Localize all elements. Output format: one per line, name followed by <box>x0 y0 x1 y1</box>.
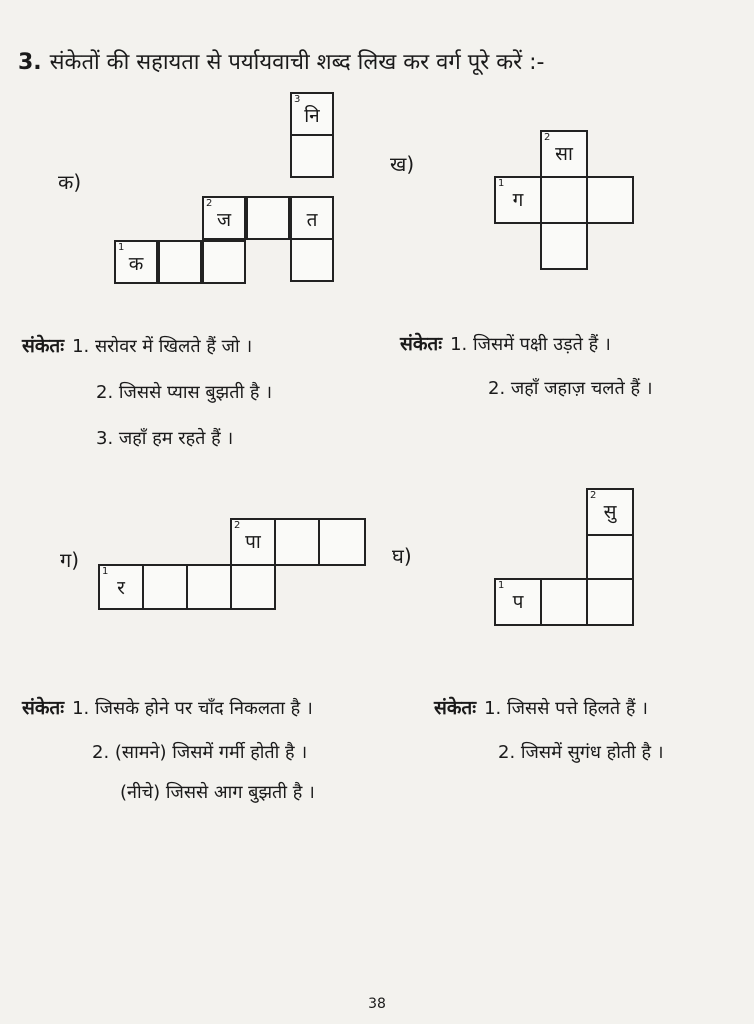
crossword-cell[interactable] <box>586 176 634 224</box>
crossword-cell[interactable] <box>540 176 588 224</box>
puzzle-a-label: क) <box>58 170 82 194</box>
clue-text: 2. (सामने) जिसमें गर्मी होती है । <box>92 742 308 763</box>
given-letter: नि <box>304 105 320 127</box>
given-letter: सु <box>603 501 617 523</box>
page-number: 38 <box>368 996 386 1012</box>
crossword-cell[interactable] <box>586 488 634 536</box>
clue-text: 1. जिसमें पक्षी उड़ते हैं । <box>450 334 611 355</box>
crossword-cell[interactable] <box>290 134 334 178</box>
clue-text: 2. जिससे प्यास बुझती है । <box>96 382 273 403</box>
clue-text: 2. जिसमें सुगंध होती है । <box>498 742 664 763</box>
crossword-cell[interactable] <box>290 238 334 282</box>
clue-number: 2 <box>234 520 241 531</box>
given-letter: ग <box>512 189 524 211</box>
crossword-cell[interactable] <box>540 130 588 178</box>
clue-number: 1 <box>498 178 505 189</box>
clue-number: 1 <box>102 566 109 577</box>
given-letter: पा <box>245 531 261 553</box>
clue-number: 2 <box>206 198 213 209</box>
clue-number: 1 <box>118 242 125 253</box>
given-letter: प <box>512 591 524 613</box>
crossword-cell[interactable] <box>202 196 246 240</box>
clue-text: 1. सरोवर में खिलते हैं जो । <box>72 336 253 357</box>
clue-text: 2. जहाँ जहाज़ चलते हैं । <box>488 378 653 399</box>
clue-heading-b-line <box>400 330 611 356</box>
clue-heading-d-line <box>434 694 648 720</box>
crossword-cell[interactable] <box>142 564 188 610</box>
clue-number: 1 <box>498 580 505 591</box>
exercise-title <box>18 46 544 76</box>
clue-heading: संकेतः <box>22 697 65 719</box>
crossword-cell[interactable] <box>98 564 144 610</box>
crossword-cell[interactable] <box>494 176 542 224</box>
crossword-cell[interactable] <box>114 240 158 284</box>
crossword-cell[interactable] <box>202 240 246 284</box>
crossword-cell[interactable] <box>540 578 588 626</box>
given-letter: र <box>117 577 125 599</box>
crossword-cell[interactable] <box>246 196 290 240</box>
clue-heading: संकेतः <box>22 335 65 357</box>
clue-number: 2 <box>590 490 597 501</box>
crossword-cell[interactable] <box>586 534 634 580</box>
given-letter: क <box>128 253 144 275</box>
crossword-cell[interactable] <box>494 578 542 626</box>
crossword-cell[interactable] <box>540 222 588 270</box>
clue-heading-a-line <box>22 332 252 358</box>
clue-text: 1. जिससे पत्ते हिलते हैं । <box>484 698 648 719</box>
crossword-cell[interactable] <box>230 564 276 610</box>
given-letter: त <box>306 209 318 231</box>
crossword-cell[interactable] <box>158 240 202 284</box>
clue-heading: संकेतः <box>434 697 477 719</box>
crossword-cell[interactable] <box>274 518 320 566</box>
given-letter: ज <box>216 209 232 231</box>
exercise-instruction: संकेतों की सहायता से पर्यायवाची शब्द लिख कर वर्ग पूरे करें :- <box>49 50 545 75</box>
puzzle-d-label: घ) <box>392 544 412 568</box>
crossword-cell[interactable] <box>290 196 334 240</box>
crossword-cell[interactable] <box>318 518 366 566</box>
clue-number: 2 <box>544 132 551 143</box>
clue-heading-c-line <box>22 694 313 720</box>
exercise-number: 3. <box>18 50 42 75</box>
crossword-cell[interactable] <box>586 578 634 626</box>
puzzle-b-label: ख) <box>390 152 415 176</box>
puzzle-c-label: ग) <box>60 548 80 572</box>
clue-text: (नीचे) जिससे आग बुझती है । <box>120 782 315 803</box>
clue-text: 1. जिसके होने पर चाँद निकलता है । <box>72 698 313 719</box>
clue-text: 3. जहाँ हम रहते हैं । <box>96 428 234 449</box>
crossword-cell[interactable] <box>230 518 276 566</box>
crossword-cell[interactable] <box>290 92 334 136</box>
crossword-cell[interactable] <box>186 564 232 610</box>
given-letter: सा <box>555 143 573 165</box>
clue-heading: संकेतः <box>400 333 443 355</box>
clue-number: 3 <box>294 94 301 105</box>
